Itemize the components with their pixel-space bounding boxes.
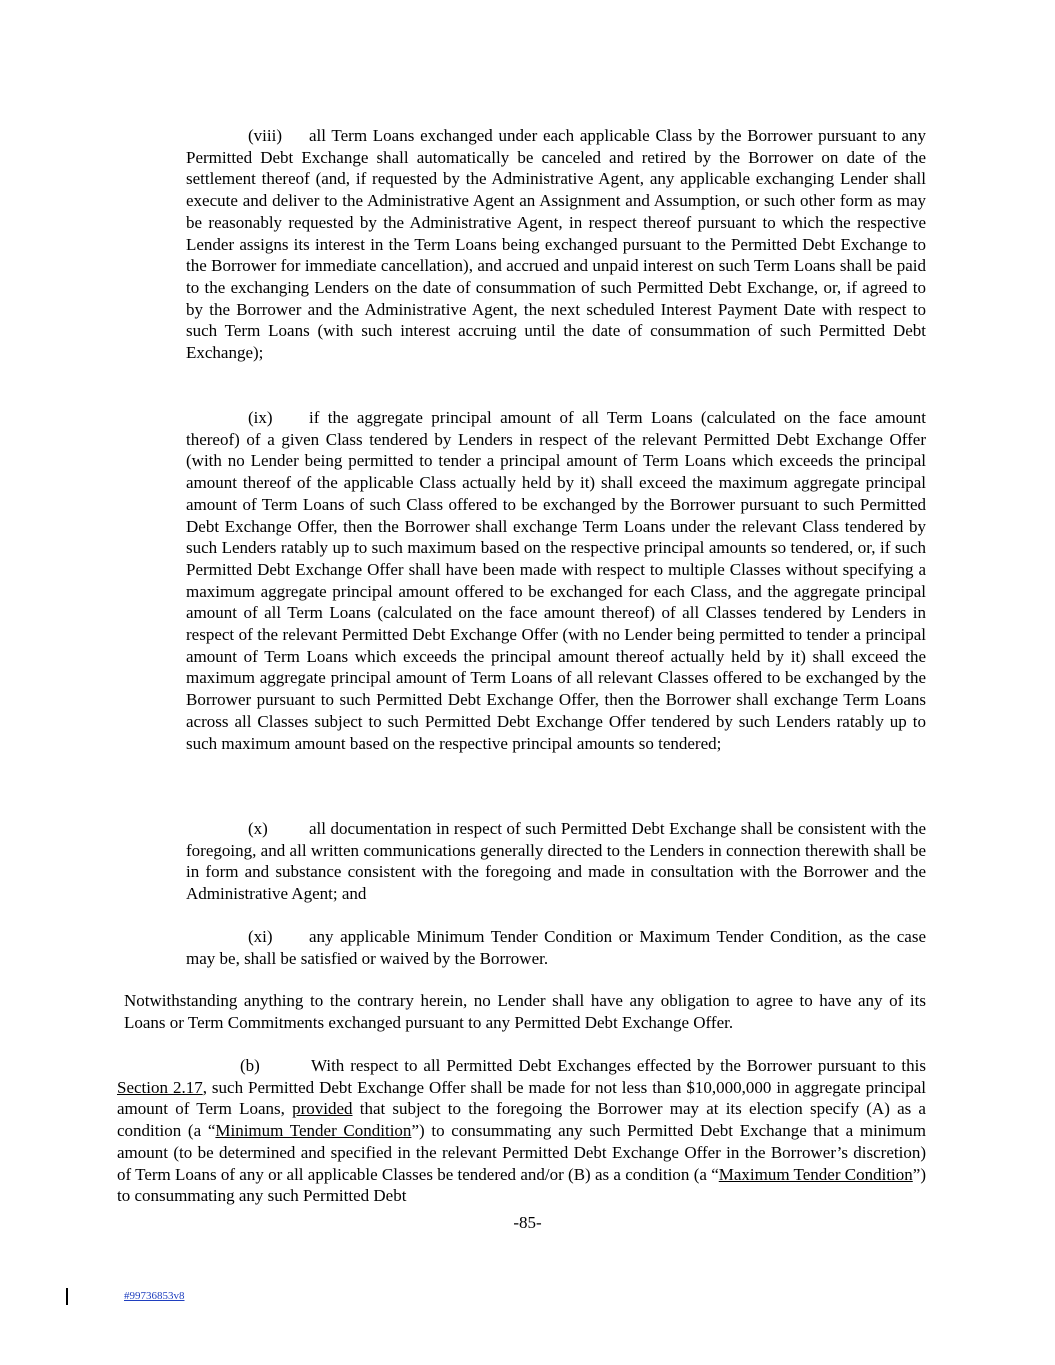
paragraph-b [117,1055,926,1207]
paragraph-text: all documentation in respect of such Permitted Debt Exchange shall be consistent with the foregoing, and all written communications generally directed to the Lenders in connection therewith shall be in form and substance consistent with the foregoing and made in consultation with the Borrower and the Administrative Agent; and [186,819,926,904]
paragraph-text: , such Permitted Debt Exchange Offer shall be made for not less than $10,000,000 in aggregate principal amount of Term Loans, [117,1077,926,1119]
paragraph-ix [186,407,926,754]
paragraph-number: (b) [240,1056,260,1075]
minimum-tender-condition-term: Minimum Tender Condition [215,1121,412,1141]
paragraph-number: (x) [248,819,268,838]
paragraph-number: (viii) [248,126,282,145]
paragraph-number: (ix) [248,408,273,427]
provided-term: provided [292,1099,353,1119]
document-id-link[interactable]: #99736853v8 [124,1290,185,1302]
paragraph-text: any applicable Minimum Tender Condition or Maximum Tender Condition, as the case may be, shall be satisfied or waived by the Borrower. [186,927,926,968]
paragraph-text: ”) to consummating any such Permitted Debt Exchange that a minimum amount (to be determined and specified in the relevant Permitted Debt Exchange Offer in the Borrower’s discretion) of Term Loans of any or all applicable Classes be tendered and/or (B) as a condition (a “ [117,1121,926,1184]
paragraph-text: With respect to all Permitted Debt Exchanges effected by the Borrower pursuant to this [311,1056,926,1075]
paragraph-text: ”) to consummating any such Permitted Debt [117,1164,926,1206]
paragraph-x [186,818,926,905]
paragraph-notwithstanding [124,990,926,1033]
paragraph-xi [186,926,926,969]
paragraph-number: (xi) [248,927,273,946]
maximum-tender-condition-term: Maximum Tender Condition [718,1164,913,1184]
section-reference: Section 2.17 [117,1077,203,1097]
paragraph-viii [186,125,926,364]
paragraph-text: Notwithstanding anything to the contrary herein, no Lender shall have any obligation to agree to have any of its Loans or Term Commitments exchanged pursuant to any Permitted Debt Exchange Offer. [124,991,926,1032]
page-number: -85- [513,1213,542,1232]
paragraph-text: all Term Loans exchanged under each applicable Class by the Borrower pursuant to any Permitted Debt Exchange shall automatically be canceled and retired by the Borrower on date of the settlement thereof (and, if requested by the Administrative Agent, any applicable exchanging Lender shall execute and deliver to the Administrative Agent an Assignment and Assumption, or such other form as may be reasonably requested by the Administrative Agent, in respect thereof pursuant to which the respective Lender assigns its interest in the Term Loans being exchanged pursuant to the Permitted Debt Exchange to the Borrower for immediate cancellation), and accrued and unpaid interest on such Term Loans shall be paid to the exchanging Lenders on the date of consummation of such Permitted Debt Exchange, or, if agreed to by the Borrower and the Administrative Agent, the next scheduled Interest Payment Date with respect to such Term Loans (with such interest accruing until the date of consummation of such Permitted Debt Exchange); [186,126,926,363]
paragraph-text: if the aggregate principal amount of all Term Loans (calculated on the face amount thereof) of a given Class tendered by Lenders in respect of the relevant Permitted Debt Exchange Offer (with no Lender being permitted to tender a principal amount of Term Loans which exceeds the principal amount thereof of the applicable Class actually held by it) shall exceed the maximum aggregate principal amount of Term Loans of such Class offered to be exchanged by the Borrower pursuant to such Permitted Debt Exchange Offer, then the Borrower shall exchange Term Loans under the relevant Class tendered by such Lenders ratably up to such maximum based on the respective principal amounts so tendered, or, if such Permitted Debt Exchange Offer shall have been made with respect to multiple Classes without specifying a maximum aggregate principal amount offered to be exchanged for each Class, and the aggregate principal amount of all Term Loans (calculated on the face amount thereof) of all Classes tendered by Lenders in respect of the relevant Permitted Debt Exchange Offer (with no Lender being permitted to tender a principal amount of Term Loans which exceeds the principal amount thereof actually held by it) shall exceed the maximum aggregate principal amount of Term Loans of all relevant Classes offered to be exchanged by the Borrower pursuant to such Permitted Debt Exchange Offer, then the Borrower shall exchange Term Loans across all Classes subject to such Permitted Debt Exchange Offer tendered by such Lenders ratably up to such maximum amount based on the respective principal amounts so tendered; [186,408,926,753]
paragraph-text: that subject to the foregoing the Borrower may at its election specify (A) as a condition (a “ [117,1099,926,1141]
revision-bar [66,1288,68,1305]
